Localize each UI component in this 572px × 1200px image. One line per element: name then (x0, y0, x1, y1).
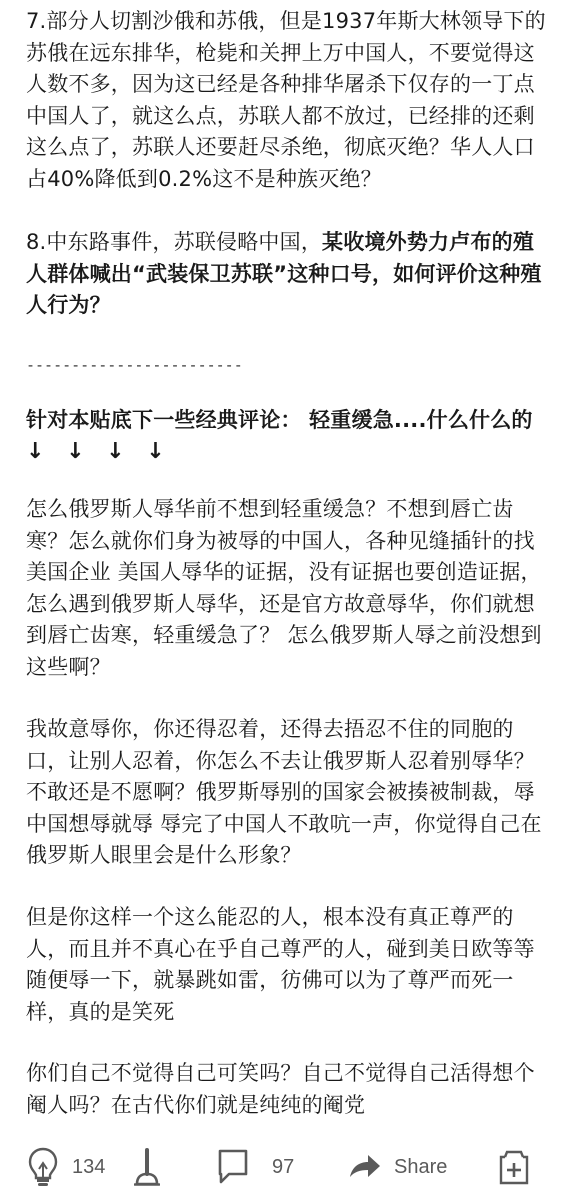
post-paragraph-bold-text: 某收境外势力卢布的殖人群体喊出“武装保卫苏联”这种口号，如何评价这种殖人行为？ (26, 230, 542, 317)
post-action-bar (0, 1137, 572, 1200)
post-paragraph: 我故意辱你，你还得忍着，还得去捂忍不住的同胞的口，让别人忍着，你怎么不去让俄罗斯人忍着别辱华？不敢还是不愿啊？俄罗斯辱别的国家会被揍被制裁，辱中国想辱就辱 辱完了中国人不敢吭一声，你觉得自己在俄罗斯人眼里会是什么形象？ (26, 717, 542, 867)
down-arrows: ↓ ↓ ↓ ↓ (26, 439, 165, 464)
post-paragraph: 7.部分人切割沙俄和苏俄，但是1937年斯大林领导下的苏俄在远东排华，枪毙和关押上万中国人，不要觉得这人数不多，因为这已经是各种排华屠杀下仅存的一丁点中国人了，就这么点，苏联人都不放过，已经排的还剩这么点了，苏联人还要赶尽杀绝，彻底灭绝？华人人口占40%降低到0.2%这不是种族灭绝？ (26, 9, 546, 191)
add-collection-icon (498, 1147, 530, 1187)
post-paragraph: 怎么俄罗斯人辱华前不想到轻重缓急？不想到唇亡齿寒？怎么就你们身为被辱的中国人，各种见缝插针的找美国企业 美国人辱华的证据，没有证据也要创造证据，怎么遇到俄罗斯人辱华，还是官方故意辱华，你们就想到唇亡齿寒，轻重缓急了？ 怎么俄罗斯人辱之前没想到这些啊？ (26, 497, 542, 679)
add-collection-button[interactable] (498, 1145, 530, 1189)
post-paragraph (26, 227, 550, 322)
share-button[interactable] (348, 1145, 447, 1189)
plunger-icon (134, 1147, 160, 1187)
divider-line: ------------------------ (26, 356, 243, 374)
lightbulb-icon (28, 1147, 58, 1187)
share-arrow-icon (348, 1147, 382, 1187)
dislike-button[interactable] (134, 1145, 160, 1189)
comment-button[interactable] (216, 1145, 294, 1189)
comment-count: 97 (272, 1155, 295, 1178)
post-paragraph-text: 8.中东路事件，苏联侵略中国， (26, 230, 323, 254)
like-button[interactable] (28, 1145, 105, 1189)
like-count: 134 (72, 1155, 106, 1178)
post-heading: 针对本贴底下一些经典评论： 轻重缓急....什么什么的 (26, 408, 533, 432)
comment-bubble-icon (216, 1147, 250, 1187)
post-paragraph: 但是你这样一个这么能忍的人，根本没有真正尊严的人，而且并不真心在乎自己尊严的人，碰到美日欧等等随便辱一下，就暴跳如雷，彷佛可以为了尊严而死一样，真的是笑死 (26, 905, 535, 1024)
post-paragraph: 你们自己不觉得自己可笑吗？自己不觉得自己活得想个阉人吗？在古代你们就是纯纯的阉党 (26, 1061, 535, 1117)
share-label: Share (394, 1155, 448, 1178)
